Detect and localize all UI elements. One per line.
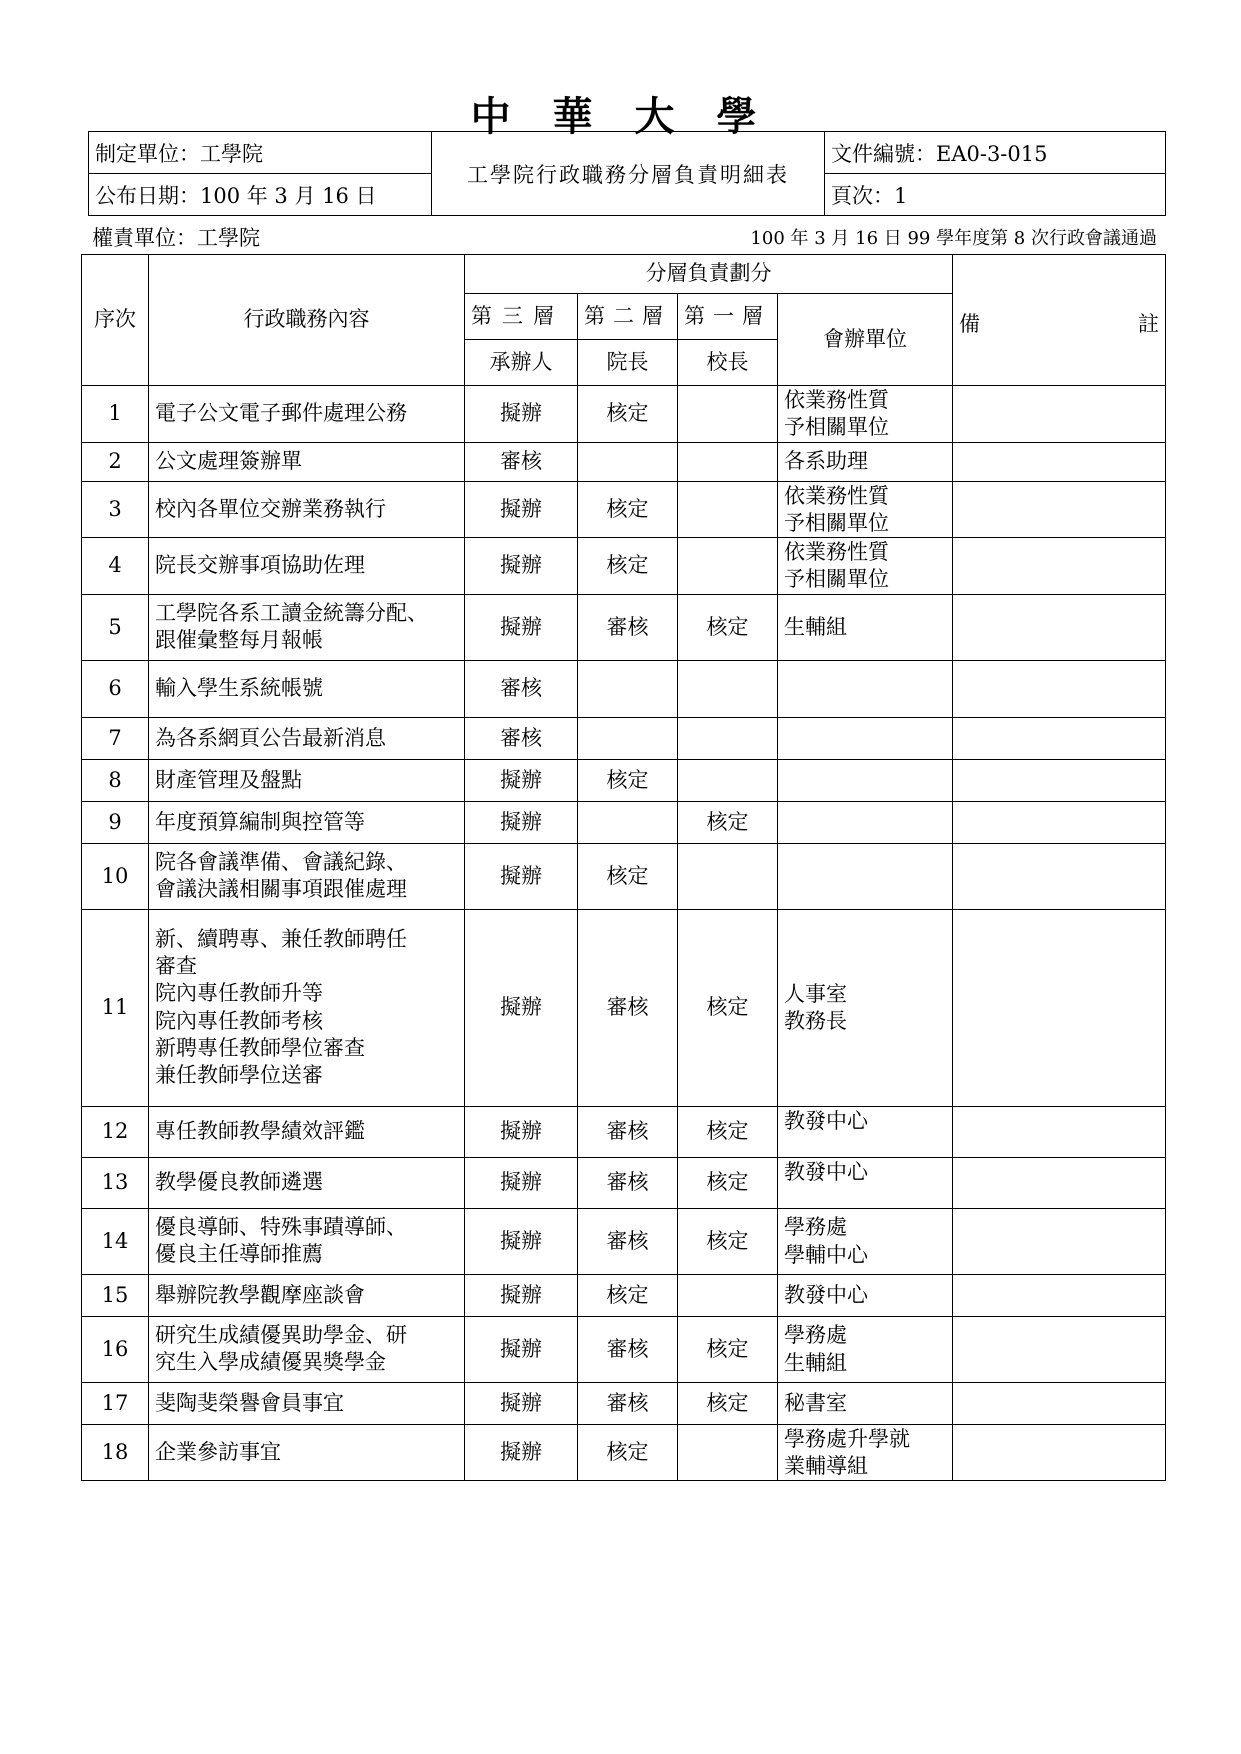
row-l1: 核定 [678, 909, 778, 1106]
co-unit-line: 學務處升學就 [784, 1426, 910, 1451]
co-unit-line: 生輔組 [784, 1350, 847, 1375]
row-l3: 擬辦 [465, 538, 578, 595]
row-l1 [678, 717, 778, 759]
content-line: 校內各單位交辦業務執行 [155, 496, 386, 521]
row-l1: 核定 [678, 1382, 778, 1424]
row-l3: 擬辦 [465, 843, 578, 909]
row-seq: 5 [82, 594, 149, 660]
content-line: 優良主任導師推薦 [155, 1242, 323, 1267]
duty-table [81, 254, 1166, 1481]
row-l3: 擬辦 [465, 594, 578, 660]
row-content [149, 843, 465, 909]
row-l1 [678, 386, 778, 443]
document-name: 工學院行政職務分層負責明細表 [432, 132, 825, 216]
content-line: 院各會議準備、會議紀錄、 [155, 849, 407, 874]
co-unit-line: 秘書室 [784, 1391, 847, 1416]
row-l1: 核定 [678, 594, 778, 660]
row-remarks [953, 594, 1166, 660]
co-unit-line: 依業務性質 [784, 388, 889, 412]
page-number: 頁次：1 [825, 174, 1166, 216]
co-unit-line: 教務長 [784, 1009, 847, 1034]
co-unit-line: 依業務性質 [784, 483, 889, 508]
row-l3: 擬辦 [465, 1157, 578, 1208]
authority-unit: 權責單位：工學院 [92, 226, 260, 250]
content-line: 院內專任教師考核 [155, 1008, 323, 1033]
row-l1 [678, 660, 778, 717]
table-row [82, 1274, 1166, 1316]
row-content [149, 1424, 465, 1481]
row-seq: 2 [82, 442, 149, 481]
row-l3: 擬辦 [465, 1382, 578, 1424]
content-line: 斐陶斐榮譽會員事宜 [155, 1390, 344, 1415]
row-l2: 審核 [578, 1157, 678, 1208]
row-content [149, 442, 465, 481]
row-l2 [578, 442, 678, 481]
row-l1 [678, 481, 778, 538]
row-l2 [578, 717, 678, 759]
header-division: 分層負責劃分 [465, 255, 953, 294]
co-unit-line: 予相關單位 [784, 415, 889, 440]
row-content [149, 1274, 465, 1316]
row-l3: 擬辦 [465, 1424, 578, 1481]
row-seq: 14 [82, 1208, 149, 1274]
row-seq: 13 [82, 1157, 149, 1208]
row-l2 [578, 801, 678, 843]
content-line: 專任教師教學績效評鑑 [155, 1119, 365, 1144]
row-co-unit [778, 538, 953, 595]
table-row [82, 1316, 1166, 1382]
table-row [82, 538, 1166, 595]
row-seq: 8 [82, 759, 149, 801]
row-l1 [678, 1274, 778, 1316]
row-seq: 7 [82, 717, 149, 759]
co-unit-line: 教發中心 [784, 1283, 868, 1308]
co-unit-line: 教發中心 [784, 1108, 868, 1133]
row-remarks [953, 1316, 1166, 1382]
publish-date: 公布日期：100 年 3 月 16 日 [89, 174, 432, 216]
row-seq: 17 [82, 1382, 149, 1424]
row-l2: 審核 [578, 594, 678, 660]
document-header-table [88, 131, 1166, 216]
approval-note: 100 年 3 月 16 日 99 學年度第 8 次行政會議通過 [750, 228, 1157, 249]
content-line: 輸入學生系統帳號 [155, 676, 323, 701]
row-content [149, 717, 465, 759]
row-l1 [678, 538, 778, 595]
row-remarks [953, 1208, 1166, 1274]
row-content [149, 801, 465, 843]
co-unit-line: 各系助理 [784, 449, 868, 474]
row-l1: 核定 [678, 1208, 778, 1274]
row-seq: 10 [82, 843, 149, 909]
row-l1 [678, 442, 778, 481]
content-line: 會議決議相關事項跟催處理 [155, 877, 407, 902]
content-line: 院長交辦事項協助佐理 [155, 553, 365, 578]
row-l2: 核定 [578, 481, 678, 538]
row-l2: 審核 [578, 1382, 678, 1424]
row-content [149, 660, 465, 717]
row-remarks [953, 1106, 1166, 1157]
row-co-unit [778, 1424, 953, 1481]
header-level-3: 第三層 [465, 294, 578, 340]
row-seq: 6 [82, 660, 149, 717]
row-l2: 核定 [578, 843, 678, 909]
co-unit-line: 予相關單位 [784, 510, 889, 535]
table-row [82, 909, 1166, 1106]
row-l1 [678, 759, 778, 801]
row-l1: 核定 [678, 1316, 778, 1382]
co-unit-line: 學輔中心 [784, 1242, 868, 1267]
content-line: 工學院各系工讀金統籌分配、 [155, 600, 428, 625]
row-remarks [953, 717, 1166, 759]
row-seq: 9 [82, 801, 149, 843]
row-seq: 11 [82, 909, 149, 1106]
content-line: 審查 [155, 954, 197, 979]
co-unit-line: 生輔組 [784, 615, 847, 640]
content-line: 新、續聘專、兼任教師聘任 [155, 926, 407, 951]
row-co-unit [778, 1382, 953, 1424]
row-l1 [678, 1424, 778, 1481]
table-row [82, 1424, 1166, 1481]
content-line: 舉辦院教學觀摩座談會 [155, 1282, 365, 1307]
table-row [82, 386, 1166, 443]
header-seq: 序次 [82, 255, 149, 386]
row-remarks [953, 386, 1166, 443]
row-l3: 擬辦 [465, 1106, 578, 1157]
row-co-unit [778, 660, 953, 717]
row-l3: 擬辦 [465, 1274, 578, 1316]
row-l2: 審核 [578, 1316, 678, 1382]
row-remarks [953, 843, 1166, 909]
row-co-unit [778, 1208, 953, 1274]
table-row [82, 442, 1166, 481]
row-l2: 審核 [578, 1106, 678, 1157]
row-content [149, 386, 465, 443]
row-co-unit [778, 1106, 953, 1157]
row-remarks [953, 801, 1166, 843]
row-seq: 4 [82, 538, 149, 595]
row-l1: 核定 [678, 1157, 778, 1208]
row-content [149, 1106, 465, 1157]
row-co-unit [778, 717, 953, 759]
row-l3: 擬辦 [465, 909, 578, 1106]
row-content [149, 1316, 465, 1382]
row-co-unit [778, 481, 953, 538]
row-l3: 擬辦 [465, 481, 578, 538]
row-content [149, 594, 465, 660]
row-remarks [953, 481, 1166, 538]
row-l3: 擬辦 [465, 759, 578, 801]
row-l1: 核定 [678, 801, 778, 843]
row-l3: 審核 [465, 717, 578, 759]
table-row [82, 843, 1166, 909]
row-content [149, 538, 465, 595]
content-line: 兼任教師學位送審 [155, 1063, 323, 1088]
row-seq: 12 [82, 1106, 149, 1157]
row-l3: 審核 [465, 660, 578, 717]
row-remarks [953, 909, 1166, 1106]
content-line: 企業參訪事宜 [155, 1439, 281, 1464]
header-level-2: 第二層 [578, 294, 678, 340]
row-remarks [953, 1382, 1166, 1424]
table-row [82, 1382, 1166, 1424]
row-seq: 3 [82, 481, 149, 538]
content-line: 電子公文電子郵件處理公務 [155, 401, 407, 426]
co-unit-line: 學務處 [784, 1323, 847, 1348]
header-remarks [953, 255, 1166, 386]
row-content [149, 759, 465, 801]
row-remarks [953, 660, 1166, 717]
row-seq: 1 [82, 386, 149, 443]
row-l3: 審核 [465, 442, 578, 481]
row-seq: 18 [82, 1424, 149, 1481]
content-line: 年度預算編制與控管等 [155, 809, 365, 834]
row-l2: 核定 [578, 1424, 678, 1481]
content-line: 公文處理簽辦單 [155, 448, 302, 473]
row-l2: 核定 [578, 1274, 678, 1316]
co-unit-line: 教發中心 [784, 1159, 868, 1184]
row-co-unit [778, 909, 953, 1106]
co-unit-line: 人事室 [784, 981, 847, 1006]
row-l3: 擬辦 [465, 1208, 578, 1274]
row-remarks [953, 1157, 1166, 1208]
co-unit-line: 予相關單位 [784, 567, 889, 592]
row-seq: 15 [82, 1274, 149, 1316]
row-l2: 核定 [578, 538, 678, 595]
row-content [149, 481, 465, 538]
table-row [82, 1106, 1166, 1157]
row-l3: 擬辦 [465, 801, 578, 843]
header-co-unit: 會辦單位 [778, 294, 953, 386]
table-row [82, 660, 1166, 717]
header-content: 行政職務內容 [149, 255, 465, 386]
row-co-unit [778, 594, 953, 660]
header-role-3: 承辦人 [465, 340, 578, 386]
remarks-left-char: 備 [959, 312, 980, 336]
row-l1 [678, 843, 778, 909]
co-unit-line: 學務處 [784, 1215, 847, 1240]
row-co-unit [778, 442, 953, 481]
content-line: 院內專任教師升等 [155, 981, 323, 1006]
table-row [82, 759, 1166, 801]
row-co-unit [778, 1274, 953, 1316]
row-remarks [953, 538, 1166, 595]
header-role-1: 校長 [678, 340, 778, 386]
row-l2: 審核 [578, 909, 678, 1106]
row-remarks [953, 1274, 1166, 1316]
content-line: 究生入學成績優異獎學金 [155, 1350, 386, 1375]
content-line: 教學優良教師遴選 [155, 1170, 323, 1195]
co-unit-line: 依業務性質 [784, 540, 889, 565]
row-l3: 擬辦 [465, 386, 578, 443]
row-content [149, 1382, 465, 1424]
co-unit-line: 業輔導組 [784, 1454, 868, 1479]
row-l3: 擬辦 [465, 1316, 578, 1382]
content-line: 新聘專任教師學位審查 [155, 1036, 365, 1061]
content-line: 財產管理及盤點 [155, 767, 302, 792]
row-remarks [953, 442, 1166, 481]
table-row [82, 801, 1166, 843]
table-row [82, 1208, 1166, 1274]
issuing-unit: 制定單位：工學院 [89, 132, 432, 174]
content-line: 優良導師、特殊事蹟導師、 [155, 1214, 407, 1239]
row-seq: 16 [82, 1316, 149, 1382]
info-line [88, 222, 1165, 250]
content-line: 研究生成績優異助學金、研 [155, 1322, 407, 1347]
row-co-unit [778, 801, 953, 843]
row-content [149, 1208, 465, 1274]
table-row [82, 481, 1166, 538]
row-content [149, 1157, 465, 1208]
page-title: 中 華 大 學 [470, 93, 771, 140]
row-l2 [578, 660, 678, 717]
content-line: 跟催彙整每月報帳 [155, 628, 323, 653]
row-remarks [953, 1424, 1166, 1481]
table-row [82, 1157, 1166, 1208]
content-line: 為各系網頁公告最新消息 [155, 725, 386, 750]
remarks-right-char: 註 [1138, 312, 1159, 336]
row-l1: 核定 [678, 1106, 778, 1157]
row-l2: 核定 [578, 759, 678, 801]
row-co-unit [778, 843, 953, 909]
row-co-unit [778, 1157, 953, 1208]
table-row [82, 594, 1166, 660]
row-co-unit [778, 1316, 953, 1382]
row-content [149, 909, 465, 1106]
document-number: 文件編號：EA0-3-015 [825, 132, 1166, 174]
row-l2: 核定 [578, 386, 678, 443]
header-level-1: 第一層 [678, 294, 778, 340]
row-l2: 審核 [578, 1208, 678, 1274]
table-row [82, 717, 1166, 759]
header-role-2: 院長 [578, 340, 678, 386]
row-co-unit [778, 759, 953, 801]
row-co-unit [778, 386, 953, 443]
row-remarks [953, 759, 1166, 801]
